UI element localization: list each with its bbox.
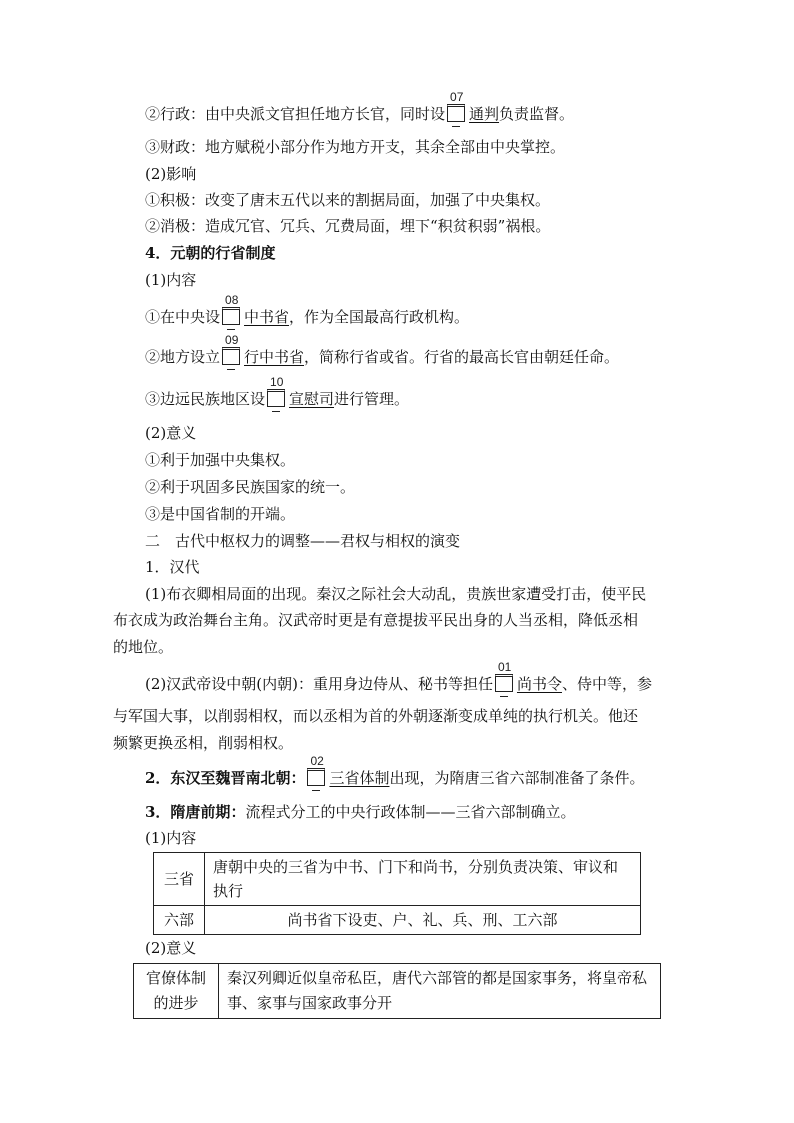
answer-badge-icon (447, 90, 465, 122)
answer-badge-icon (267, 375, 285, 407)
text-line: 的地位。 (113, 638, 174, 656)
answer-badge-icon (495, 660, 513, 692)
answer-term: 宣慰司 (289, 390, 335, 408)
table-cell: 唐朝中央的三省为中书、门下和尚书，分别负责决策、审议和执行 (205, 853, 641, 906)
text: ③边远民族地区设 (145, 390, 266, 408)
table-row (134, 964, 661, 1019)
text-line (145, 293, 470, 327)
answer-term: 尚书令 (516, 675, 562, 693)
table-cell: 官僚体制的进步 (134, 964, 219, 1019)
badge-number: 02 (310, 754, 324, 768)
section-heading: 1．汉代 (145, 558, 200, 576)
answer-term: 通判 (469, 105, 500, 123)
text-line: ①利于加强中央集权。 (145, 451, 296, 469)
text: ②地方设立 (145, 348, 221, 366)
badge-number: 01 (497, 660, 512, 674)
text-line (145, 333, 620, 367)
text-line: ③财政：地方赋税小部分作为地方开支，其余全部由中央掌控。 (145, 138, 566, 156)
badge-number: 10 (270, 375, 284, 389)
text: 、侍中等，参 (561, 675, 652, 693)
table-row (154, 853, 641, 906)
text: ，简称行省或省。行省的最高长官由朝廷任命。 (304, 348, 620, 366)
text-line: 频繁更换丞相，削弱相权。 (113, 734, 294, 752)
table-cell: 秦汉列卿近似皇帝私臣，唐代六部管的都是国家事务，将皇帝私事、家事与国家政事分开 (219, 964, 661, 1019)
section-heading: 二 古代中枢权力的调整——君权与相权的演变 (145, 532, 461, 550)
text: 3．隋唐前期： (145, 803, 246, 821)
section-heading: (2)意义 (145, 939, 197, 957)
table-cell: 三省 (154, 853, 205, 906)
badge-number: 09 (225, 333, 239, 347)
text-line: ②消极：造成冗官、冗兵、冗费局面，埋下“积贫积弱”祸根。 (145, 217, 551, 235)
text: 出现，为隋唐三省六部制准备了条件。 (389, 769, 645, 787)
text-line (145, 90, 575, 124)
text: ②行政：由中央派文官担任地方长官，同时设 (145, 105, 446, 123)
text-line (145, 754, 645, 788)
section-heading: (1)内容 (145, 829, 197, 847)
section-heading: (2)影响 (145, 165, 197, 183)
text-line: 与军国大事，以削弱相权，而以丞相为首的外朝逐渐变成单纯的执行机关。他还 (113, 707, 639, 725)
significance-table (133, 963, 661, 1019)
table-cell: 尚书省下设吏、户、礼、兵、刑、工六部 (205, 906, 641, 935)
text-line (145, 660, 652, 694)
badge-number: 07 (450, 90, 464, 104)
text-line: ③是中国省制的开端。 (145, 505, 296, 523)
text-line: (1)布衣卿相局面的出现。秦汉之际社会大动乱，贵族世家遭受打击，使平民 (145, 585, 647, 603)
text: 负责监督。 (499, 105, 575, 123)
text: (2)汉武帝设中朝(内朝)：重用身边侍从、秘书等担任 (145, 675, 493, 693)
badge-number: 08 (225, 293, 239, 307)
text-line: 布衣成为政治舞台主角。汉武帝时更是有意提拔平民出身的人当丞相，降低丞相 (113, 611, 639, 629)
answer-badge-icon (222, 293, 240, 325)
text-line (145, 802, 575, 822)
answer-badge-icon (307, 754, 325, 786)
answer-term: 三省体制 (329, 769, 390, 787)
answer-badge-icon (222, 333, 240, 365)
table-cell: 六部 (154, 906, 205, 935)
text: ①在中央设 (145, 308, 221, 326)
text-line: ②利于巩固多民族国家的统一。 (145, 478, 356, 496)
text-line: ①积极：改变了唐末五代以来的割据局面，加强了中央集权。 (145, 191, 551, 209)
answer-term: 行中书省 (244, 348, 305, 366)
section-heading: 4．元朝的行省制度 (145, 244, 276, 262)
text-line (145, 375, 410, 409)
section-heading: (2)意义 (145, 424, 197, 442)
text: 进行管理。 (334, 390, 410, 408)
text: 2．东汉至魏晋南北朝： (145, 769, 306, 787)
content-table (153, 852, 641, 935)
table-row (154, 906, 641, 935)
answer-term: 中书省 (244, 308, 290, 326)
section-heading: (1)内容 (145, 271, 197, 289)
text: 流程式分工的中央行政体制——三省六部制确立。 (245, 803, 576, 821)
text: ，作为全国最高行政机构。 (289, 308, 470, 326)
